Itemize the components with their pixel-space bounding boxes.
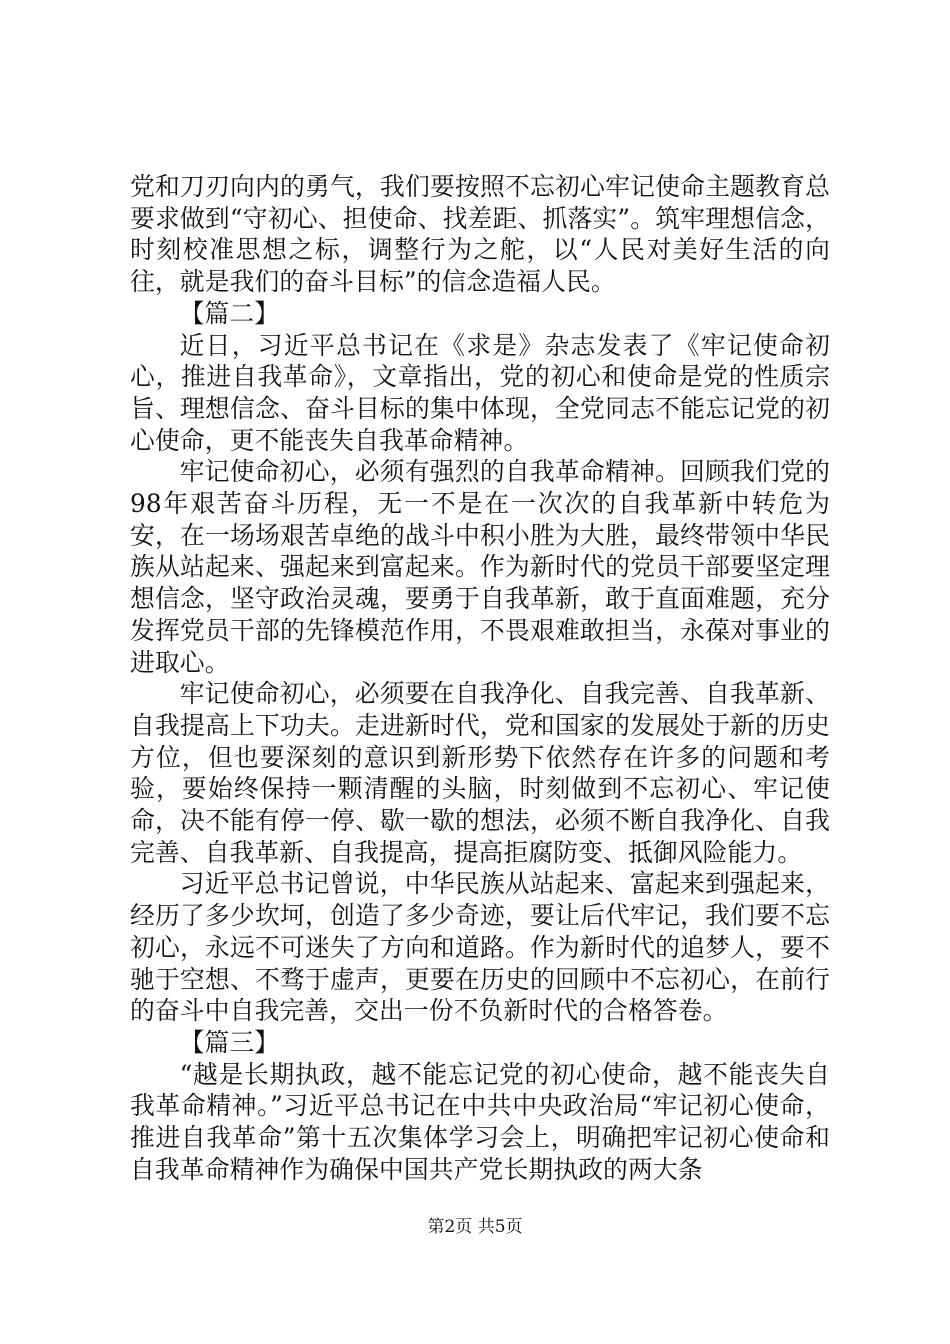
- paragraph: 牢记使命初心，必须有强烈的自我革命精神。回顾我们党的98年艰苦奋斗历程，无一不是在一次次的自我革新中转危为安，在一场场艰苦卓绝的战斗中积小胜为大胜，最终带领中华民族从站起来、强起来到富起来。作为新时代的党员干部要坚定理想信念，坚守政治灵魂，要勇于自我革新，敢于直面难题，充分发挥党员干部的先锋模范作用，不畏艰难敢担当，永葆对事业的进取心。: [130, 457, 830, 677]
- paragraph: 习近平总书记曾说，中华民族从站起来、富起来到强起来，经历了多少坎坷，创造了多少奇迹，要让后代牢记，我们要不忘初心，永远不可迷失了方向和道路。作为新时代的追梦人，要不驰于空想、不骛于虚声，更要在历史的回顾中不忘初心，在前行的奋斗中自我完善，交出一份不负新时代的合格答卷。: [130, 869, 830, 1026]
- section-heading-part-two: 【篇二】: [179, 298, 280, 328]
- section-heading-part-three: 【篇三】: [179, 1027, 280, 1057]
- paragraph-continuation: 党和刀刃向内的勇气，我们要按照不忘初心牢记使命主题教育总要求做到“守初心、担使命、找差距、抓落实”。筑牢理想信念，时刻校准思想之标，调整行为之舵，以“人民对美好生活的向往，就是我们的奋斗目标”的信念造福人民。: [130, 172, 830, 297]
- document-body: [130, 171, 830, 1186]
- paragraph: 近日，习近平总书记在《求是》杂志发表了《牢记使命初心，推进自我革命》，文章指出，党的初心和使命是党的性质宗旨、理想信念、奋斗目标的集中体现，全党同志不能忘记党的初心使命，更不能丧失自我革命精神。: [130, 330, 830, 455]
- paragraph: “越是长期执政，越不能忘记党的初心使命，越不能丧失自我革命精神。”习近平总书记在中共中央政治局“牢记初心使命，推进自我革命”第十五次集体学习会上，明确把牢记初心使命和自我革命精神作为确保中国共产党长期执政的两大条: [130, 1059, 830, 1184]
- page-number-footer: 第2页 共5页: [427, 1217, 523, 1237]
- paragraph: 牢记使命初心，必须要在自我净化、自我完善、自我革新、自我提高上下功夫。走进新时代，党和国家的发展处于新的历史方位，但也要深刻的意识到新形势下依然存在许多的问题和考验，要始终保持一颗清醒的头脑，时刻做到不忘初心、牢记使命，决不能有停一停、歇一歇的想法，必须不断自我净化、自我完善、自我革新、自我提高，提高拒腐防变、抵御风险能力。: [130, 679, 830, 867]
